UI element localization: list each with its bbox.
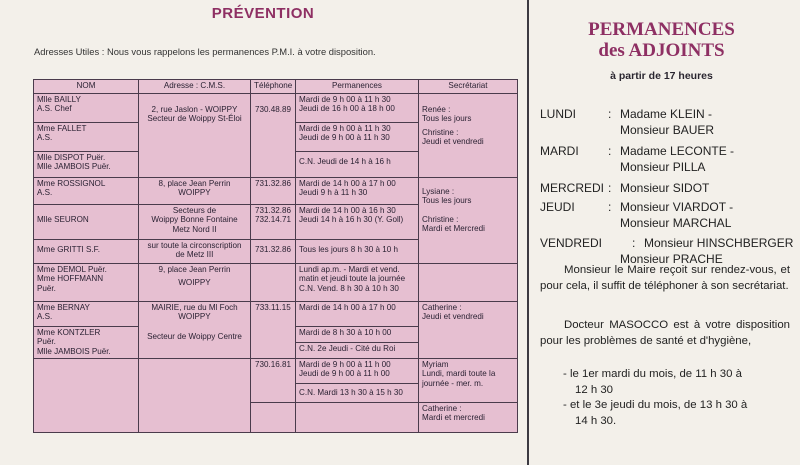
table-row [34,359,518,384]
adjoint-name: Monsieur VIARDOT - [620,200,734,214]
nom-role: A.S. [37,133,53,143]
adresse-line: WOIPPY [178,312,211,322]
adjoint-day-entry [540,180,710,196]
permanence-line: C.N. 2e Jeudi - Cité du Roi [299,344,396,353]
secretariat-line: Christine : [422,127,459,137]
nom-name: Mme KONTZLER [37,328,101,337]
nom-cell [34,327,139,359]
nom-role: A.S. [37,312,53,322]
day-separator: : [608,144,612,158]
adjoint-name: Madame LECONTE - [620,144,735,158]
secretariat-line: Tous les jours [422,114,472,124]
secretariat-line: journée - mer. m. [422,378,484,388]
telephone-cell [251,264,296,302]
adjoint-name: Monsieur HINSCHBERGER [644,236,794,250]
telephone-cell [251,403,296,433]
header-telephone: Téléphone [251,80,296,94]
secretariat-line: Myriam [422,360,449,369]
permanence-line: matin et jeudi toute la journée [299,274,406,284]
telephone-cell [251,94,296,178]
adjoints-title-line1: PERMANENCES [588,19,735,40]
telephone-value: 731.32.86 [254,179,291,188]
permanences-cell [296,264,419,302]
secretariat-line: Lundi, mardi toute la [422,369,496,379]
nom-cell [34,152,139,178]
table-row [34,302,518,327]
nom-name: Mlle BAILLY [37,95,81,104]
nom-cell [34,359,139,433]
nom-name: Mlle SEURON [37,215,89,224]
adresse-line: 9, place Jean Perrin [158,265,231,274]
adjoint-name: Monsieur SIDOT [620,181,710,195]
secretariat-line: Catherine : [422,404,462,413]
adjoints-list [540,106,794,267]
secretariat-cell [419,302,518,359]
nom-name: Mme ROSSIGNOL [37,179,106,188]
adjoints-section [535,0,800,465]
table-header-row [34,80,518,94]
telephone-value: 731.32.86 [254,206,291,215]
secretariat-line: Catherine : [422,303,462,312]
nom-cell [34,302,139,327]
adjoint-day-entry [540,106,715,138]
secretariat-cell [419,94,518,178]
adresse-line: 2, rue Jaslon - WOIPPY [151,105,238,114]
adresse-cell [139,302,251,359]
adjoint-day-entry [540,143,735,175]
table-row [34,94,518,123]
nom-cell [34,123,139,152]
prevention-title: PRÉVENTION [211,5,315,22]
permanences-cell [296,178,419,205]
secretariat-cell [419,264,518,302]
telephone-value: 730.48.89 [254,105,291,114]
adjoint-name: Madame KLEIN - [620,107,713,121]
nom-role: Puër. [37,337,56,347]
permanences-cell [296,94,419,123]
table-row [34,264,518,302]
secretariat-line: Christine : [422,214,459,224]
nom-cell [34,264,139,302]
column-divider [527,0,529,465]
adresse-line: WOIPPY [178,188,211,198]
adresse-line: sur toute la circonscription [147,241,242,250]
day-separator: : [632,236,636,250]
permanence-line: Tous les jours 8 h 30 à 10 h [299,245,398,254]
secretariat-line: Mardi et mercredi [422,413,485,423]
table-row [34,178,518,205]
permanences-cell [296,359,419,384]
adresse-cell [139,264,251,302]
permanences-cell [296,327,419,343]
docteur-schedule [563,367,747,429]
maire-paragraph: Monsieur le Maire reçoit sur rendez-vous, et pour cela, il suffit de téléphoner à son secrétariat. [540,264,790,292]
docteur-paragraph: Docteur MASOCCO est à votre disposition pour les problèmes de santé et d'hygiène, [540,319,790,347]
adjoints-subtitle: à partir de 17 heures [610,70,713,82]
permanence-line: Lundi ap.m. - Mardi et vend. [299,265,400,274]
nom-name: Mlle JAMBOIS Puër. [37,162,111,172]
secretariat-line: Tous les jours [422,196,472,206]
permanence-line: Jeudi de 9 h 00 à 11 h 00 [299,369,390,379]
adjoints-title [535,19,788,61]
permanences-cell [296,384,419,403]
telephone-value: 732.14.71 [254,215,291,225]
pmi-table [33,79,518,433]
permanences-cell [296,152,419,178]
permanence-line: Mardi de 8 h 30 à 10 h 00 [299,328,392,337]
adresse-line: Secteur de Woippy St-Éloi [147,114,242,124]
prevention-intro: Adresses Utiles : Nous vous rappelons les permanences P.M.I. à votre disposition. [34,46,376,57]
nom-name: Mlle DISPOT Puër. [37,153,106,162]
nom-role: Puër. [37,283,56,293]
permanence-line: C.N. Vend. 8 h 30 à 10 h 30 [299,283,399,293]
permanence-line: Mardi de 14 h 00 à 17 h 00 [299,179,396,188]
day-label: MERCREDI [540,181,605,195]
permanence-line: C.N. Jeudi de 14 h à 16 h [299,157,391,166]
permanence-line: Jeudi 14 h à 16 h 30 (Y. Goll) [299,215,404,225]
secretariat-cell [419,359,518,403]
adjoint-name: Monsieur MARCHAL [620,216,732,230]
secretariat-cell [419,178,518,264]
nom-name: Mme GRITTI S.F. [37,245,100,254]
day-separator: : [608,107,612,121]
adresse-cell [139,359,251,433]
permanences-cell [296,240,419,264]
permanences-cell [296,205,419,240]
nom-cell [34,178,139,205]
telephone-cell [251,359,296,403]
schedule-item: - le 1er mardi du mois, de 11 h 30 à [563,368,742,380]
permanence-line: Mardi de 9 h 00 à 11 h 30 [299,95,391,104]
day-label: MARDI [540,144,579,158]
adjoints-title-line2: des ADJOINTS [598,40,725,61]
nom-role: A.S. Chef [37,104,72,114]
nom-name: Mlle JAMBOIS Puër. [37,346,111,356]
telephone-cell [251,240,296,264]
permanence-line: Mardi de 14 h 00 à 16 h 30 [299,206,396,215]
nom-role: A.S. [37,188,53,198]
day-label: LUNDI [540,107,577,121]
day-label: JEUDI [540,200,575,214]
adresse-line: Metz Nord II [172,224,217,234]
nom-name: Mme FALLET [37,124,87,133]
adresse-line: WOIPPY [178,278,211,288]
telephone-value: 731.32.86 [254,245,291,254]
permanence-line: Mardi de 9 h 00 à 11 h 30 [299,124,391,133]
adresse-line: de Metz III [175,250,214,260]
secretariat-line: Jeudi et vendredi [422,312,484,322]
secretariat-line: Renée : [422,105,451,114]
header-secretariat: Secrétariat [419,80,518,94]
nom-name: Mme HOFFMANN [37,274,104,284]
schedule-item: - et le 3e jeudi du mois, de 13 h 30 à [563,399,748,412]
secretariat-line: Lysiane : [422,187,455,196]
permanences-cell [296,403,419,433]
adresse-line: 8, place Jean Perrin [158,179,231,188]
nom-name: Mme BERNAY [37,303,90,312]
adjoint-name: Monsieur BAUER [620,123,715,137]
adjoint-name: Monsieur PILLA [620,160,706,174]
telephone-cell [251,178,296,205]
permanence-line: Jeudi 9 h à 11 h 30 [299,188,368,198]
schedule-item-cont: 12 h 30 [575,383,614,396]
permanence-line: Jeudi de 9 h 00 à 11 h 30 [299,133,390,143]
nom-cell [34,94,139,123]
header-nom: NOM [34,80,139,94]
adjoint-name: Monsieur PRACHE [620,252,723,266]
day-separator: : [608,200,612,214]
permanences-cell [296,343,419,359]
adresse-line: Secteurs de [172,206,217,215]
telephone-value: 730.16.81 [254,360,291,369]
permanence-line: C.N. Mardi 13 h 30 à 15 h 30 [299,388,403,397]
adresse-line: Secteur de Woippy Centre [147,331,242,341]
adresse-line: Woippy Bonne Fontaine [151,215,238,225]
adresse-cell [139,178,251,205]
header-adresse: Adresse : C.M.S. [139,80,251,94]
adresse-cell [139,205,251,240]
day-label: VENDREDI [540,236,603,250]
telephone-cell [251,302,296,359]
permanence-line: Mardi de 9 h 00 à 11 h 00 [299,360,391,369]
schedule-item-cont: 14 h 30. [575,414,617,427]
adjoint-day-entry [540,199,734,231]
day-separator: : [608,181,612,195]
secretariat-line: Mardi et Mercredi [422,224,485,234]
nom-cell [34,240,139,264]
adresse-cell [139,94,251,178]
adresse-cell [139,240,251,264]
permanences-cell [296,302,419,327]
nom-cell [34,205,139,240]
secretariat-cell [419,403,518,433]
nom-name: Mme DEMOL Puër. [37,265,107,274]
secretariat-line: Jeudi et vendredi [422,137,484,147]
permanence-line: Mardi de 14 h 00 à 17 h 00 [299,303,396,312]
adresse-line: MAIRIE, rue du Ml Foch [151,303,238,312]
header-permanences: Permanences [296,80,419,94]
permanences-cell [296,123,419,152]
telephone-value: 733.11.15 [255,303,291,312]
telephone-cell [251,205,296,240]
permanence-line: Jeudi de 16 h 00 à 18 h 00 [299,104,395,114]
